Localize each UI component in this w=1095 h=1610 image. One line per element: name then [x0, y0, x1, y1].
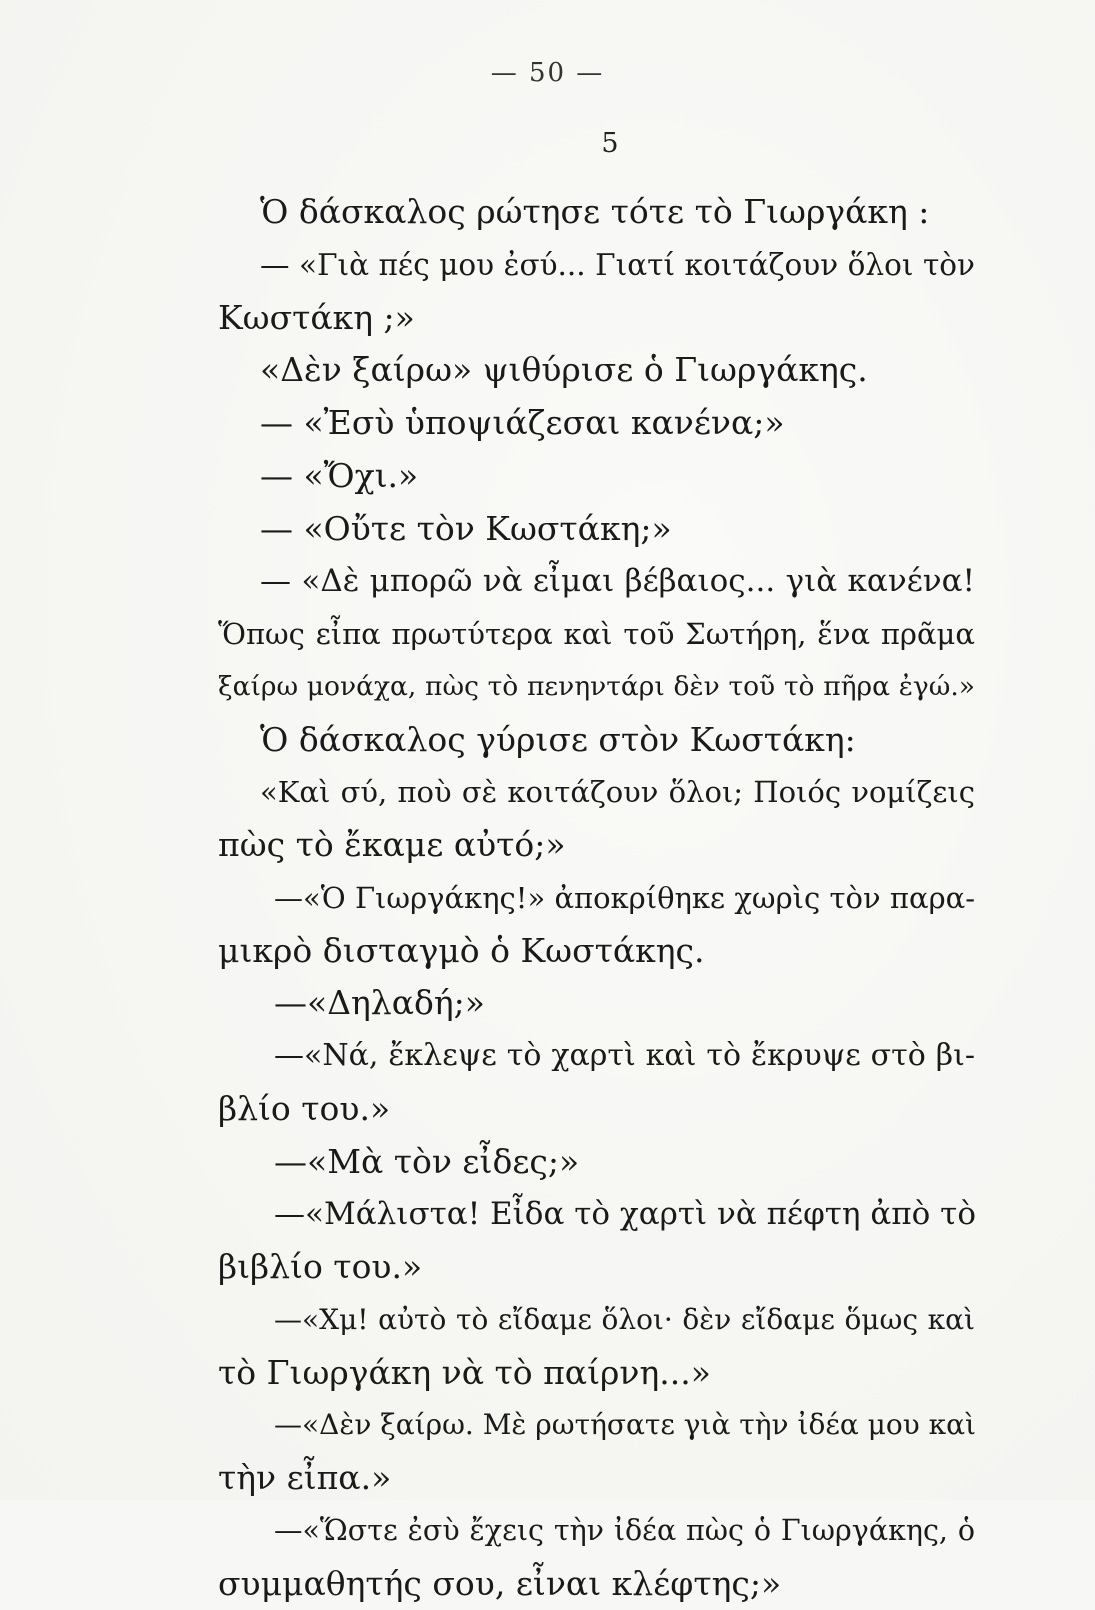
text-line: — «Δὲ μπορῶ νὰ εἶμαι βέβαιος... γιὰ κανένα!: [218, 555, 975, 608]
text-line: συμμαθητής σου, εἶναι κλέφτης;»: [218, 1558, 975, 1610]
text-line: —«Ὁ Γιωργάκης!» ἀποκρίθηκε χωρὶς τὸν παρα-: [218, 872, 975, 925]
text-line: «Καὶ σύ, ποὺ σὲ κοιτάζουν ὅλοι; Ποιός νομίζεις: [218, 766, 975, 819]
text-line: —«Νά, ἔκλεψε τὸ χαρτὶ καὶ τὸ ἔκρυψε στὸ βι-: [218, 1030, 975, 1083]
text-line: — «Οὔτε τὸν Κωστάκη;»: [218, 503, 975, 556]
text-line: Ὁ δάσκαλος ρώτησε τότε τὸ Γιωργάκη :: [218, 186, 975, 239]
text-line: —«Δὲν ξαίρω. Μὲ ρωτήσατε γιὰ τὴν ἰδέα μου καὶ: [218, 1399, 975, 1452]
text-line: Κωστάκη ;»: [218, 292, 975, 345]
text-line: βιβλίο του.»: [218, 1241, 975, 1294]
body-text: [218, 186, 975, 1610]
text-line: Ὅπως εἶπα πρωτύτερα καὶ τοῦ Σωτήρη, ἕνα πρᾶμα: [218, 608, 975, 661]
text-line: βλίο του.»: [218, 1083, 975, 1136]
text-line: «Δὲν ξαίρω» ψιθύρισε ὁ Γιωργάκης.: [218, 344, 975, 397]
text-line: —«Χμ! αὐτὸ τὸ εἴδαμε ὅλοι· δὲν εἴδαμε ὅμως καὶ: [218, 1294, 975, 1347]
text-line: πὼς τὸ ἔκαμε αὐτό;»: [218, 819, 975, 872]
section-number: 5: [0, 128, 1095, 159]
text-line: μικρὸ δισταγμὸ ὁ Κωστάκης.: [218, 925, 975, 978]
text-line: — «Ὄχι.»: [218, 450, 975, 503]
text-line: τὸ Γιωργάκη νὰ τὸ παίρνη...»: [218, 1347, 975, 1400]
text-line: —«Δηλαδή;»: [218, 977, 975, 1030]
text-line: ξαίρω μονάχα, πὼς τὸ πενηντάρι δὲν τοῦ τὸ πῆρα ἐγώ.»: [218, 661, 975, 714]
text-line: —«Ὥστε ἐσὺ ἔχεις τὴν ἰδέα πὼς ὁ Γιωργάκης, ὁ: [218, 1505, 975, 1558]
text-line: —«Μὰ τὸν εἶδες;»: [218, 1136, 975, 1189]
text-line: τὴν εἶπα.»: [218, 1452, 975, 1505]
text-line: —«Μάλιστα! Εἶδα τὸ χαρτὶ νὰ πέφτη ἀπὸ τὸ: [218, 1188, 975, 1241]
text-line: Ὁ δάσκαλος γύρισε στὸν Κωστάκη:: [218, 714, 975, 767]
text-line: — «Γιὰ πές μου ἐσύ... Γιατί κοιτάζουν ὅλοι τὸν: [218, 239, 975, 292]
text-line: — «Ἐσὺ ὑποψιάζεσαι κανένα;»: [218, 397, 975, 450]
page-number: — 50 —: [0, 58, 1095, 88]
